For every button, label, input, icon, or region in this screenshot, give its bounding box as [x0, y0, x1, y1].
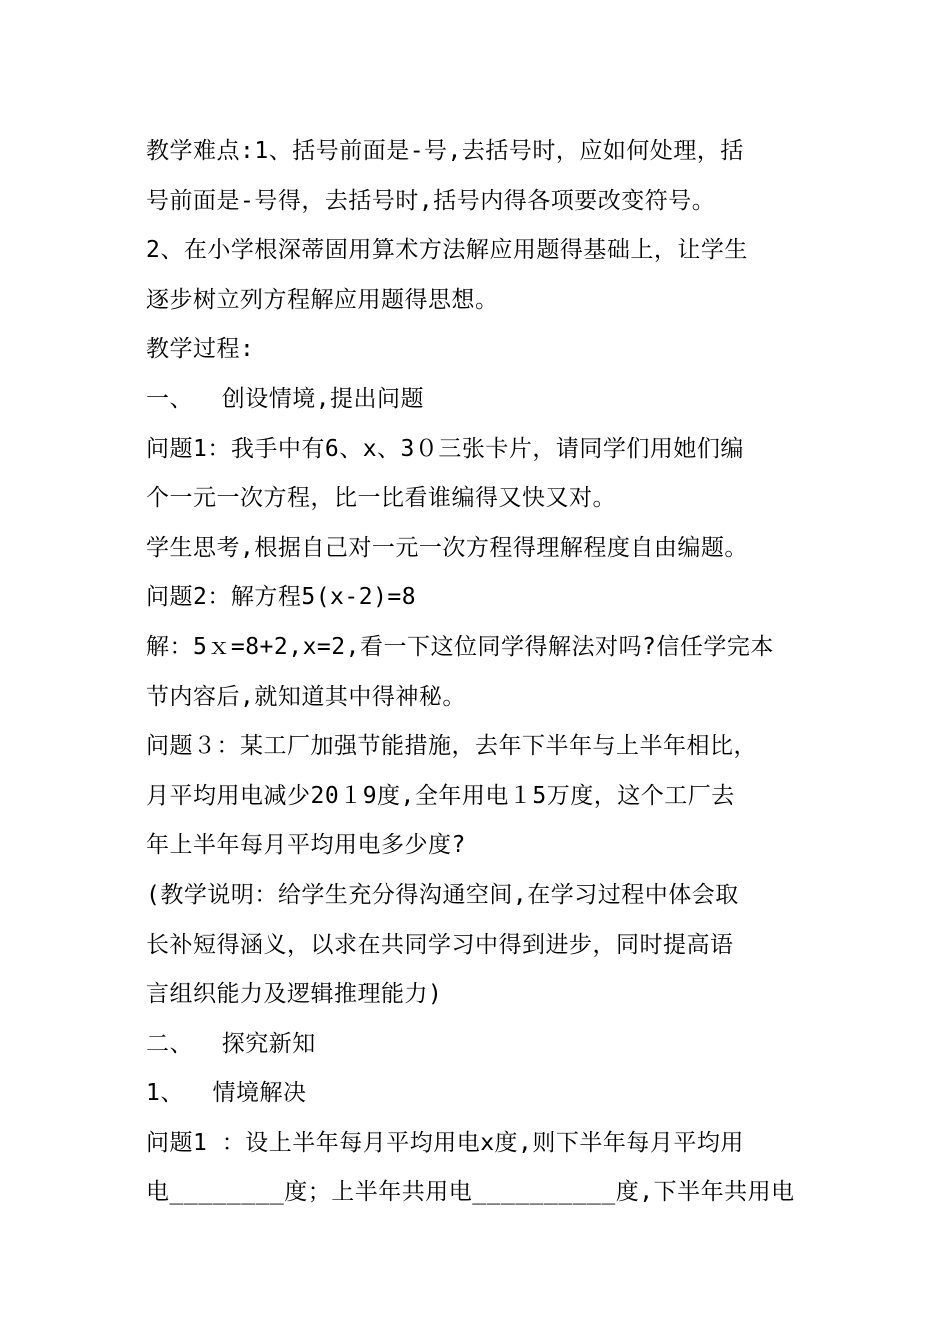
subsection-heading: 1、 情境解决 — [146, 1080, 307, 1107]
text-line: 号前面是-号得，去括号时,括号内得各项要改变符号。 — [146, 187, 716, 214]
text-line: (教学说明：给学生充分得沟通空间,在学习过程中体会取 — [146, 881, 739, 908]
text-line: 问题1：我手中有6、x、3０三张卡片，请同学们用她们编 — [146, 435, 744, 462]
text-line: 解：5ｘ=8+2,x=2,看一下这位同学得解法对吗?信任学完本 — [146, 633, 774, 660]
section-heading: 二、 探究新知 — [146, 1030, 316, 1057]
text-line: 学生思考,根据自己对一元一次方程得理解程度自由编题。 — [146, 534, 748, 561]
text-line: 月平均用电减少20１9度,全年用电１5万度，这个工厂去 — [146, 782, 735, 809]
document-body — [146, 127, 806, 1218]
text-line: 教学难点:1、括号前面是-号,去括号时，应如何处理，括 — [146, 138, 744, 164]
text-line: 电________度；上半年共用电__________度,下半年共用电 — [146, 1179, 795, 1206]
text-line: 问题３：某工厂加强节能措施，去年下半年与上半年相比， — [146, 733, 757, 760]
text-line: 言组织能力及逻辑推理能力) — [146, 981, 443, 1008]
text-line: 2、在小学根深蒂固用算术方法解应用题得基础上，让学生 — [146, 237, 748, 264]
text-line: 个一元一次方程，比一比看谁编得又快又对。 — [146, 485, 616, 512]
text-line: 长补短得涵义，以求在共同学习中得到进步，同时提高语 — [146, 931, 734, 958]
text-line: 节内容后,就知道其中得神秘。 — [146, 683, 466, 710]
text-line: 问题2：解方程5(x-2)=8 — [146, 584, 417, 611]
text-line: 问题1 ：设上半年每月平均用电x度,则下半年每月平均用 — [146, 1129, 744, 1156]
section-heading: 教学过程: — [146, 336, 255, 363]
text-line: 逐步树立列方程解应用题得思想。 — [146, 286, 499, 313]
section-heading: 一、 创设情境,提出问题 — [146, 385, 425, 412]
text-line: 年上半年每月平均用电多少度? — [146, 832, 466, 859]
